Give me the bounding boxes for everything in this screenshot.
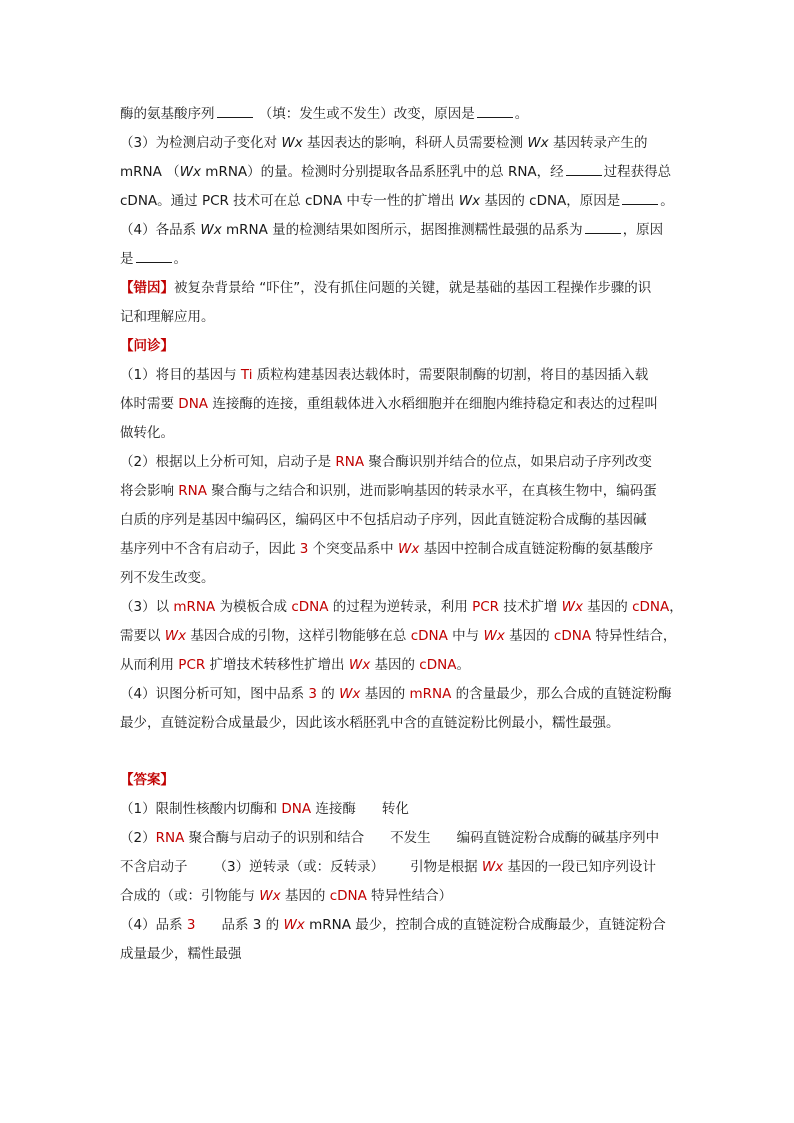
document-page [120, 100, 683, 969]
question-line-4: cDNA。通过 PCR 技术可在总 cDNA 中专一性的扩增出 Wx 基因的 cDNA，原因是 。 [120, 193, 674, 209]
diagnosis-label-line [120, 332, 680, 361]
error-cause-label: 【错因】 [120, 280, 174, 296]
diagnosis-p1-line-1: （1）将目的基因与 Ti 质粒构建基因表达载体时，需要限制酶的切割，将目的基因插入载 [120, 367, 649, 383]
answer-blank [585, 221, 621, 234]
diagnosis-p4-line-1: （4）识图分析可知，图中品系 3 的 Wx 基因的 mRNA 的含量最少，那么合成的直链淀粉酶 [120, 686, 672, 702]
question-line-6: 是 。 [120, 251, 187, 267]
diagnosis-p2-line-4: 基序列中不含有启动子，因此 3 个突变品系中 Wx 基因中控制合成直链淀粉酶的氨基酸序 [120, 541, 654, 557]
diagnosis-p1-line-3: 做转化。 [120, 425, 174, 441]
question-line-5: （4）各品系 Wx mRNA 量的检测结果如图所示，据图推测糯性最强的品系为 ，原因 [120, 222, 664, 238]
question-line-2: （3）为检测启动子变化对 Wx 基因表达的影响，科研人员需要检测 Wx 基因转录产生的 [120, 135, 648, 151]
diagnosis-p3-line-3: 从而利用 PCR 扩增技术转移性扩增出 Wx 基因的 cDNA。 [120, 657, 470, 673]
diagnosis-label: 【问诊】 [120, 338, 174, 354]
answer-line-3: 不含启动子 （3）逆转录（或：反转录） 引物是根据 Wx 基因的一段已知序列设计 [120, 859, 657, 875]
answer-line-1: （1）限制性核酸内切酶和 DNA 连接酶 转化 [120, 801, 409, 817]
answer-line-6: 成量最少，糯性最强 [120, 946, 242, 962]
answer-line-5: （4）品系 3 品系 3 的 Wx mRNA 最少，控制合成的直链淀粉合成酶最少，直链淀粉合 [120, 917, 666, 933]
question-line-3: mRNA （Wx mRNA）的量。检测时分别提取各品系胚乳中的总 RNA，经 过程获得总 [120, 164, 672, 180]
error-cause-line-1: 【错因】被复杂背景给 “吓住”，没有抓住问题的关键，就是基础的基因工程操作步骤的识 [120, 280, 652, 296]
diagnosis-p2-line-1: （2）根据以上分析可知，启动子是 RNA 聚合酶识别并结合的位点，如果启动子序列改变 [120, 454, 652, 470]
answer-line-4: 合成的（或：引物能与 Wx 基因的 cDNA 特异性结合） [120, 888, 453, 904]
diagnosis-p2-line-2: 将会影响 RNA 聚合酶与之结合和识别，进而影响基因的转录水平，在真核生物中，编码蛋 [120, 483, 657, 499]
diagnosis-p3-line-1: （3）以 mRNA 为模板合成 cDNA 的过程为逆转录，利用 PCR 技术扩增 Wx 基因的 cDNA， [120, 599, 683, 615]
diagnosis-p4-line-2: 最少，直链淀粉合成量最少，因此该水稻胚乳中含的直链淀粉比例最小，糯性最强。 [120, 715, 620, 731]
answer-blank [566, 163, 602, 176]
diagnosis-p3-line-2: 需要以 Wx 基因合成的引物，这样引物能够在总 cDNA 中与 Wx 基因的 cDNA 特异性结合， [120, 628, 677, 644]
answer-blank [622, 192, 658, 205]
answer-label: 【答案】 [120, 772, 174, 788]
answer-blank [136, 250, 172, 263]
answer-blank [477, 105, 513, 118]
error-cause-line-2: 记和理解应用。 [120, 309, 215, 325]
answer-line-2: （2）RNA 聚合酶与启动子的识别和结合 不发生 编码直链淀粉合成酶的碱基序列中 [120, 830, 660, 846]
diagnosis-p2-line-5: 列不发生改变。 [120, 570, 215, 586]
diagnosis-p1-line-2: 体时需要 DNA 连接酶的连接，重组载体进入水稻细胞并在细胞内维持稳定和表达的过程叫 [120, 396, 658, 412]
diagnosis-p2-line-3: 白质的序列是基因中编码区，编码区中不包括启动子序列，因此直链淀粉合成酶的基因碱 [120, 512, 647, 528]
question-line-1: 酶的氨基酸序列 （填：发生或不发生）改变，原因是 。 [120, 106, 529, 122]
answer-label-line [120, 766, 680, 795]
answer-blank [217, 105, 253, 118]
